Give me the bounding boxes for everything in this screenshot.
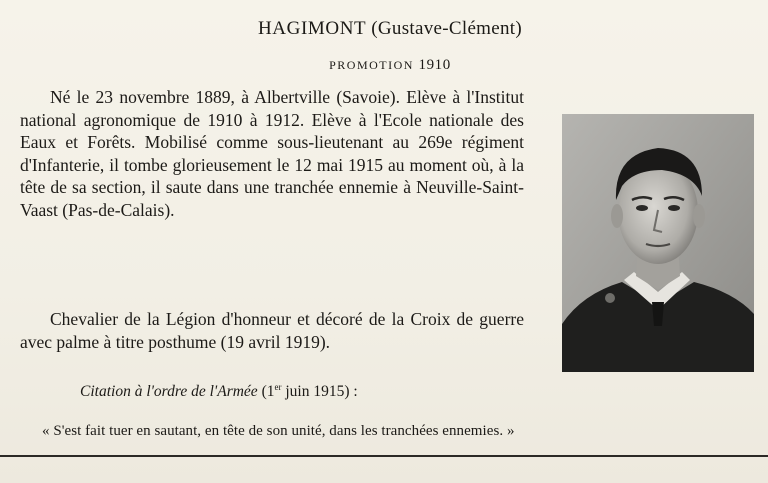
citation-date-suffix: juin 1915) : [281, 383, 358, 400]
right-ear [693, 204, 705, 228]
surname: HAGIMONT [257, 18, 367, 39]
promotion-label: PROMOTION [329, 58, 414, 72]
citation-date-prefix: (1 [261, 383, 275, 400]
given-names: (Gustave-Clément) [371, 18, 522, 39]
portrait-illustration [562, 114, 754, 372]
honors-paragraph: Chevalier de la Légion d'honneur et décoré de la Croix de guerre avec palme à titre posthume (19 avril 1919). [20, 309, 524, 352]
left-eye [636, 205, 648, 211]
left-ear [611, 204, 623, 228]
person-name-heading [210, 18, 570, 40]
promotion-year: 1910 [418, 57, 451, 73]
citation-date-sup: er [274, 381, 282, 392]
citation-heading [80, 383, 358, 401]
biography-paragraph: Né le 23 novembre 1889, à Albertville (Savoie). Elève à l'Institut national agronomique de 1910 à 1912. Elève à l'Ecole nationale des Eaux et Forêts. Mobilisé comme sous-lieutenant au 269e régiment d'Infanterie, il tombe glorieusement le 12 mai 1915 au moment où, à la tête de sa section, il saute dans une tranchée ennemie à Neuville-Saint-Vaast (Pas-de-Calais). [20, 87, 524, 220]
portrait-photo [562, 114, 754, 372]
collar-insignia [605, 293, 615, 303]
tie-shape [652, 302, 664, 326]
promotion-heading [300, 57, 480, 74]
bottom-rule [0, 455, 768, 457]
citation-quote: « S'est fait tuer en sautant, en tête de son unité, dans les tranchées ennemies. » [42, 423, 515, 439]
right-eye [668, 205, 680, 211]
citation-title: Citation à l'ordre de l'Armée [80, 383, 258, 400]
